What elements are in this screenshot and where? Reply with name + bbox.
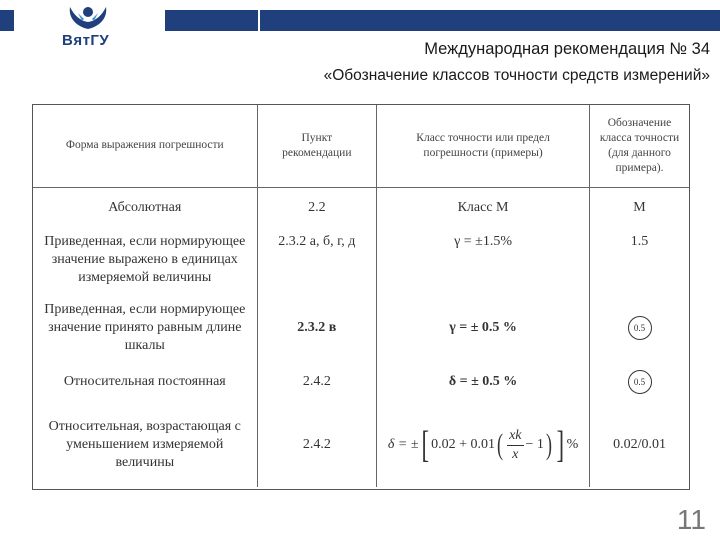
left-bracket-icon: [	[421, 424, 429, 466]
header-bar-left	[0, 10, 14, 31]
column-header-form: Форма выражения погрешности	[33, 105, 257, 187]
cell-designation	[590, 361, 689, 403]
cell-form: Приведенная, если нормирующее значение выражено в единицах измеряемой величины	[33, 229, 257, 295]
page-number: 11	[676, 504, 706, 535]
cell-item: 2.3.2 а, б, г, д	[257, 229, 376, 295]
relative-error-formula	[388, 426, 578, 464]
column-header-designation: Обозначение класса точности (для данного примера).	[590, 105, 689, 187]
formula-fraction	[507, 427, 523, 464]
page-title-line2: «Обозначение классов точности средств измерений»	[323, 67, 710, 84]
right-paren-icon: )	[545, 428, 552, 461]
fraction-denominator: x	[512, 446, 519, 462]
cell-form: Приведенная, если нормирующее значение принято равным длине шкалы	[33, 295, 257, 361]
cell-item: 2.4.2	[257, 403, 376, 487]
university-logo	[16, 5, 162, 49]
formula-suffix: %	[566, 437, 579, 452]
right-bracket-icon: ]	[556, 424, 565, 466]
table-row	[33, 295, 689, 361]
cell-example: γ = ±1.5%	[377, 229, 590, 295]
accuracy-class-table	[32, 104, 690, 490]
cell-designation	[590, 295, 689, 361]
accuracy-class-circle-icon: 0.5	[628, 316, 652, 340]
column-header-example: Класс точности или предел погрешности (примеры)	[377, 105, 590, 187]
table-row	[33, 403, 689, 487]
accuracy-class-circle-icon: 0.5	[628, 370, 652, 394]
logo-emblem-icon	[64, 5, 112, 33]
formula-minus-one: − 1	[525, 437, 544, 452]
column-header-item: Пункт рекомендации	[257, 105, 376, 187]
table-header-row	[33, 105, 689, 187]
cell-example: Класс М	[377, 187, 590, 229]
table-row	[33, 229, 689, 295]
cell-example: γ = ± 0.5 %	[377, 295, 590, 361]
cell-item: 2.4.2	[257, 361, 376, 403]
page-title-line1: Международная рекомендация № 34	[424, 40, 710, 58]
cell-example	[377, 403, 590, 487]
fraction-numerator: xk	[507, 427, 523, 446]
cell-example: δ = ± 0.5 %	[377, 361, 590, 403]
cell-form: Относительная постоянная	[33, 361, 257, 403]
cell-designation: М	[633, 200, 646, 216]
cell-form: Абсолютная	[33, 187, 257, 229]
header-bar-divider	[258, 10, 260, 31]
left-paren-icon: (	[497, 428, 504, 461]
cell-item: 2.3.2 в	[257, 295, 376, 361]
formula-prefix: δ = ±	[387, 437, 419, 452]
cell-designation: 0.02/0.01	[613, 437, 666, 452]
header-bar	[165, 10, 720, 31]
cell-item: 2.2	[257, 187, 376, 229]
formula-term: 0.02 + 0.01	[431, 437, 496, 452]
logo-text: ВятГУ	[62, 32, 110, 49]
table-row	[33, 187, 689, 229]
cell-designation: 1.5	[630, 234, 649, 249]
cell-form: Относительная, возрастающая с уменьшением измеряемой величины	[33, 403, 257, 487]
table-row	[33, 361, 689, 403]
